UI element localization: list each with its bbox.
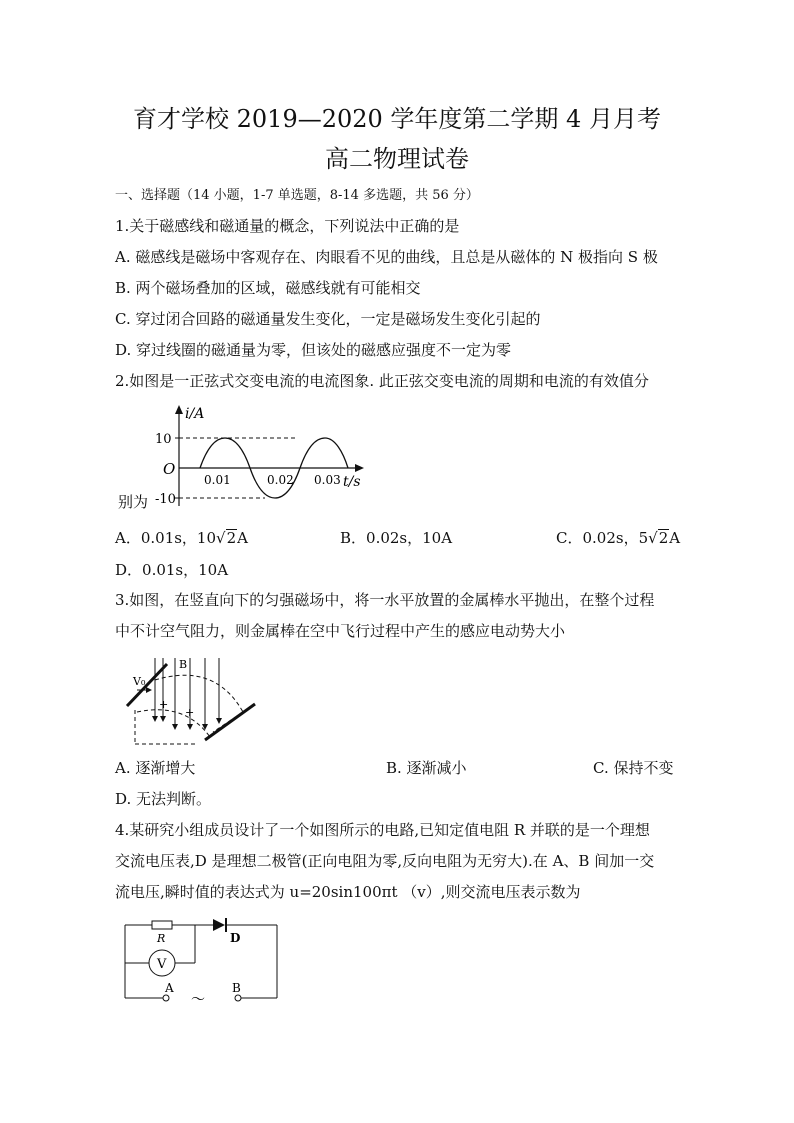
q3-b-label: B — [179, 658, 188, 671]
q4-diode-label: D — [230, 931, 241, 945]
q2-tick-t1: 0.01 — [204, 473, 231, 487]
svg-text:+: + — [185, 706, 195, 719]
q2-option-a — [115, 528, 248, 548]
q2-option-d: D．0.01s，10A — [115, 561, 229, 579]
q2-tick-t2: 0.02 — [267, 473, 294, 487]
q2-tick-t3: 0.03 — [314, 473, 341, 487]
q2-option-c-post: A — [669, 529, 681, 547]
q2-option-b: B．0.02s，10A — [340, 529, 453, 547]
q4-circuit-diagram — [115, 912, 295, 1006]
q2-y-axis-arrow — [175, 405, 183, 414]
section-heading: 一、选择题（14 小题，1-7 单选题，8-14 多选题，共 56 分） — [115, 188, 479, 203]
q4-voltmeter-label: V — [157, 957, 167, 972]
q2-option-a-pre: A．0.01s，10 — [115, 529, 217, 547]
q3-option-c: C. 保持不变 — [593, 759, 674, 777]
q1-option-a: A. 磁感线是磁场中客观存在、肉眼看不见的曲线，且总是从磁体的 N 极指向 S 极 — [115, 248, 658, 266]
q3-stem-line1: 3.如图，在竖直向下的匀强磁场中，将一水平放置的金属棒水平抛出，在整个过程 — [115, 591, 655, 609]
q4-stem-line1: 4.某研究小组成员设计了一个如图所示的电路,已知定值电阻 R 并联的是一个理想 — [115, 821, 650, 839]
q1-option-b: B. 两个磁场叠加的区域，磁感线就有可能相交 — [115, 279, 421, 297]
q2-option-a-radicand: 2 — [226, 529, 237, 547]
q4-resistor — [152, 921, 172, 929]
q1-option-d: D. 穿过线圈的磁通量为零，但该处的磁感应强度不一定为零 — [115, 341, 512, 359]
q4-terminal-a — [163, 995, 169, 1001]
svg-text:+: + — [159, 698, 169, 711]
sqrt-symbol: √ — [216, 529, 226, 547]
q4-terminal-a-label: A — [165, 981, 174, 995]
q3-stem-line2: 中不计空气阻力，则金属棒在空中飞行过程中产生的感应电动势大小 — [115, 622, 566, 640]
sqrt-symbol: √ — [648, 529, 658, 547]
exam-title: 育才学校 2019—2020 学年度第二学期 4 月月考 — [133, 105, 661, 133]
q4-terminal-b-label: B — [232, 981, 241, 995]
q4-diode — [213, 919, 225, 931]
q3-magnetic-field-figure — [115, 652, 265, 748]
q3-option-d: D. 无法判断。 — [115, 790, 212, 808]
q2-y-neg-label: -10 — [155, 492, 176, 507]
q3-option-a: A. 逐渐增大 — [115, 759, 196, 777]
q2-option-a-post: A — [237, 529, 248, 547]
q2-sine-graph — [115, 402, 375, 512]
q1-option-c: C. 穿过闭合回路的磁通量发生变化，一定是磁场发生变化引起的 — [115, 310, 541, 328]
q2-y-label: i/A — [185, 406, 205, 422]
q1-stem: 1.关于磁感线和磁通量的概念，下列说法中正确的是 — [115, 217, 460, 235]
q2-x-axis-arrow — [355, 464, 364, 472]
q4-terminal-b — [235, 995, 241, 1001]
q4-ac-symbol: ～ — [191, 992, 205, 1006]
q4-stem-line2: 交流电压表,D 是理想二极管(正向电阻为零,反向电阻为无穷大).在 A、B 间加一交 — [115, 852, 655, 870]
q2-origin-label: O — [163, 460, 176, 478]
q2-y-pos-label: 10 — [155, 432, 172, 447]
q3-v0-label: V₀ — [133, 675, 146, 688]
q3-right-rod — [205, 704, 255, 740]
q2-option-c — [556, 528, 680, 548]
q2-option-c-radicand: 2 — [658, 529, 669, 547]
q2-stem: 2.如图是一正弦式交变电流的电流图象. 此正弦交变电流的周期和电流的有效值分 — [115, 372, 649, 390]
q3-option-b: B. 逐渐减小 — [386, 759, 467, 777]
q2-stem-tail: 别为 — [118, 493, 149, 511]
q2-option-c-pre: C．0.02s，5 — [556, 529, 649, 547]
exam-subtitle: 高二物理试卷 — [325, 145, 469, 173]
q4-stem-line3: 流电压,瞬时值的表达式为 u=20sin100πt （v）,则交流电压表示数为 — [115, 883, 581, 901]
q4-resistor-label: R — [157, 932, 166, 945]
q2-x-label: t/s — [343, 474, 361, 490]
